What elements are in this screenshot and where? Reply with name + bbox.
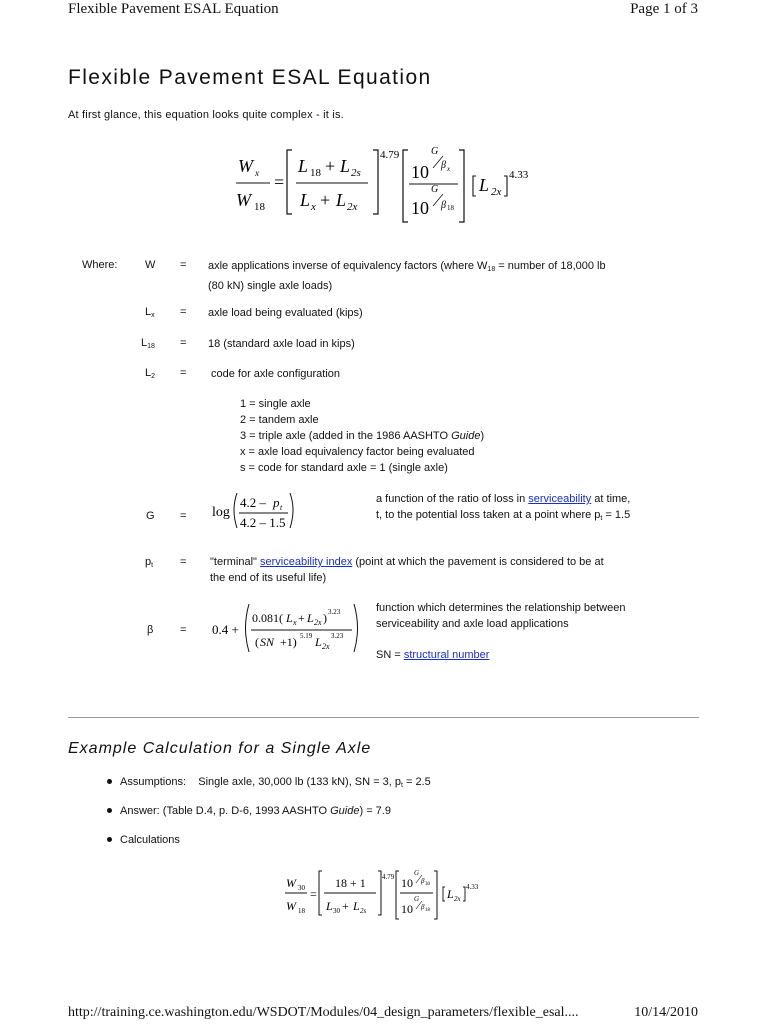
svg-text:W: W bbox=[286, 876, 296, 890]
equals-sign: = bbox=[180, 367, 187, 379]
svg-text:3.23: 3.23 bbox=[331, 632, 344, 640]
example-equation bbox=[283, 865, 493, 921]
symbol-lx: $L_x$ bbox=[145, 306, 155, 319]
svg-text:W: W bbox=[286, 899, 296, 913]
symbol-w: W bbox=[145, 259, 156, 271]
svg-text:18: 18 bbox=[447, 204, 454, 212]
svg-text:=: = bbox=[310, 887, 317, 901]
svg-text:x: x bbox=[311, 201, 316, 213]
svg-text:5.19: 5.19 bbox=[300, 632, 313, 640]
svg-text:β: β bbox=[441, 160, 446, 171]
esal-equation bbox=[230, 140, 540, 230]
where-label: Where: bbox=[82, 259, 118, 271]
svg-text:0.081(: 0.081( bbox=[252, 611, 283, 625]
svg-text:2x: 2x bbox=[322, 642, 330, 651]
svg-text:x: x bbox=[255, 168, 259, 178]
svg-text:=: = bbox=[274, 172, 285, 192]
svg-text:β: β bbox=[421, 903, 425, 911]
svg-text:L: L bbox=[326, 899, 333, 913]
svg-text:log: log bbox=[212, 505, 230, 520]
svg-text:10: 10 bbox=[401, 902, 413, 916]
symbol-pt: $p_t$ bbox=[145, 556, 154, 569]
svg-text:18: 18 bbox=[298, 907, 305, 915]
bullet-icon bbox=[107, 808, 112, 813]
svg-text:x: x bbox=[293, 618, 297, 627]
serviceability-link[interactable]: serviceability bbox=[528, 493, 592, 505]
svg-text:+: + bbox=[325, 156, 336, 176]
section-divider bbox=[68, 717, 699, 718]
svg-text:+: + bbox=[298, 611, 305, 625]
definition-beta: function which determines the relationship between serviceability and axle load applications bbox=[376, 602, 626, 630]
svg-text:10: 10 bbox=[411, 198, 429, 218]
svg-text:4.2 – 1.5: 4.2 – 1.5 bbox=[240, 515, 286, 530]
svg-text:L: L bbox=[336, 190, 347, 210]
svg-text:G: G bbox=[431, 146, 439, 157]
list-item: s = code for standard axle = 1 (single axle) bbox=[240, 462, 448, 474]
svg-text:+: + bbox=[320, 190, 331, 210]
svg-text:+: + bbox=[342, 899, 349, 913]
svg-text:2s: 2s bbox=[351, 167, 361, 179]
svg-text:G: G bbox=[414, 869, 420, 877]
svg-text:3.23: 3.23 bbox=[328, 608, 341, 616]
bullet-icon bbox=[107, 837, 112, 842]
svg-text:x: x bbox=[447, 165, 451, 173]
svg-text:L: L bbox=[353, 899, 360, 913]
svg-text:2x: 2x bbox=[314, 618, 322, 627]
svg-text:30: 30 bbox=[333, 907, 340, 915]
svg-text:W: W bbox=[238, 156, 253, 176]
beta-equation bbox=[210, 600, 370, 656]
svg-text:SN: SN bbox=[260, 635, 275, 649]
svg-text:2x: 2x bbox=[347, 201, 358, 213]
svg-text:W: W bbox=[236, 190, 251, 210]
svg-text:G: G bbox=[431, 184, 439, 195]
svg-text:L: L bbox=[340, 156, 351, 176]
svg-text:10: 10 bbox=[401, 876, 413, 890]
footer-date: 10/14/2010 bbox=[634, 1005, 698, 1020]
example-heading: Example Calculation for a Single Axle bbox=[68, 740, 372, 757]
svg-text:L: L bbox=[300, 190, 311, 210]
svg-text:18: 18 bbox=[254, 201, 265, 213]
equals-sign: = bbox=[180, 556, 187, 568]
svg-text:30: 30 bbox=[425, 882, 430, 887]
definition-w: axle applications inverse of equivalency factors (where $W_{18}$ = number of 18,000 lb (80 kN) single axle loads) bbox=[208, 260, 606, 292]
symbol-beta: β bbox=[147, 624, 154, 636]
definition-lx: axle load being evaluated (kips) bbox=[208, 307, 363, 319]
svg-text:4.33: 4.33 bbox=[509, 169, 529, 181]
equals-sign: = bbox=[180, 624, 187, 636]
intro-text: At first glance, this equation looks quite complex - it is. bbox=[68, 109, 344, 121]
symbol-g: G bbox=[146, 510, 155, 522]
list-item: x = axle load equivalency factor being evaluated bbox=[240, 446, 475, 458]
svg-text:L: L bbox=[479, 175, 490, 195]
list-item: Assumptions: Single axle, 30,000 lb (133 kN), SN = 3, $p_t = 2.5$ bbox=[107, 776, 431, 789]
svg-text:L: L bbox=[307, 611, 314, 625]
definition-l2: code for axle configuration bbox=[211, 368, 341, 380]
svg-text:30: 30 bbox=[298, 884, 305, 892]
svg-text:(: ( bbox=[255, 635, 259, 649]
svg-text:18: 18 bbox=[310, 167, 321, 179]
svg-text:18 + 1: 18 + 1 bbox=[335, 876, 366, 890]
svg-text:2x: 2x bbox=[491, 186, 502, 198]
g-equation bbox=[210, 488, 300, 534]
equals-sign: = bbox=[180, 510, 187, 522]
bullet-icon bbox=[107, 779, 112, 784]
svg-text:β: β bbox=[421, 877, 425, 885]
svg-text:4.2 –: 4.2 – bbox=[240, 495, 266, 510]
sn-definition: SN = structural number bbox=[376, 649, 490, 661]
equals-sign: = bbox=[180, 259, 187, 271]
svg-text:L: L bbox=[286, 611, 293, 625]
page-number: Page 1 of 3 bbox=[630, 1, 698, 17]
svg-text:): ) bbox=[323, 611, 327, 625]
svg-text:G: G bbox=[414, 895, 420, 903]
svg-text:4.79: 4.79 bbox=[382, 873, 395, 881]
svg-text:p: p bbox=[273, 495, 280, 510]
svg-text:L: L bbox=[315, 635, 322, 649]
list-item: 2 = tandem axle bbox=[240, 414, 319, 426]
list-item: Calculations bbox=[107, 834, 180, 846]
footer-url: http://training.ce.washington.edu/WSDOT/Modules/04_design_parameters/flexible_esal.... bbox=[68, 1005, 579, 1020]
svg-text:18: 18 bbox=[425, 908, 430, 913]
definition-g: a function of the ratio of loss in serviceability at time, t, to the potential loss taken at a point where $p_t = 1.5$ bbox=[376, 493, 631, 522]
page-header-title: Flexible Pavement ESAL Equation bbox=[68, 1, 279, 17]
svg-text:4.33: 4.33 bbox=[466, 883, 479, 891]
svg-text:+1): +1) bbox=[280, 635, 297, 649]
equals-sign: = bbox=[180, 337, 187, 349]
equals-sign: = bbox=[180, 306, 187, 318]
definition-l18: 18 (standard axle load in kips) bbox=[208, 338, 355, 350]
list-item: Answer: (Table D.4, p. D-6, 1993 AASHTO Guide) = 7.9 bbox=[107, 805, 391, 817]
page-title: Flexible Pavement ESAL Equation bbox=[68, 66, 432, 89]
svg-text:β: β bbox=[441, 200, 446, 211]
svg-text:2x: 2x bbox=[454, 895, 461, 903]
axle-code-list bbox=[240, 396, 484, 476]
svg-text:10: 10 bbox=[411, 162, 429, 182]
serviceability-index-link[interactable]: serviceability index bbox=[260, 556, 353, 568]
definition-pt: "terminal" serviceability index (point at which the pavement is considered to be at the end of its useful life) bbox=[210, 556, 604, 584]
svg-text:L: L bbox=[298, 156, 309, 176]
svg-text:L: L bbox=[447, 887, 454, 901]
symbol-l18: $L_{18}$ bbox=[141, 337, 155, 350]
list-item: 3 = triple axle (added in the 1986 AASHTO Guide) bbox=[240, 430, 485, 442]
svg-text:t: t bbox=[280, 503, 283, 512]
symbol-l2: $L_2$ bbox=[145, 367, 156, 380]
svg-text:4.79: 4.79 bbox=[380, 149, 400, 161]
svg-text:0.4 +: 0.4 + bbox=[212, 622, 239, 637]
structural-number-link[interactable]: structural number bbox=[403, 649, 490, 661]
svg-text:2s: 2s bbox=[360, 907, 367, 915]
list-item: 1 = single axle bbox=[240, 398, 311, 410]
